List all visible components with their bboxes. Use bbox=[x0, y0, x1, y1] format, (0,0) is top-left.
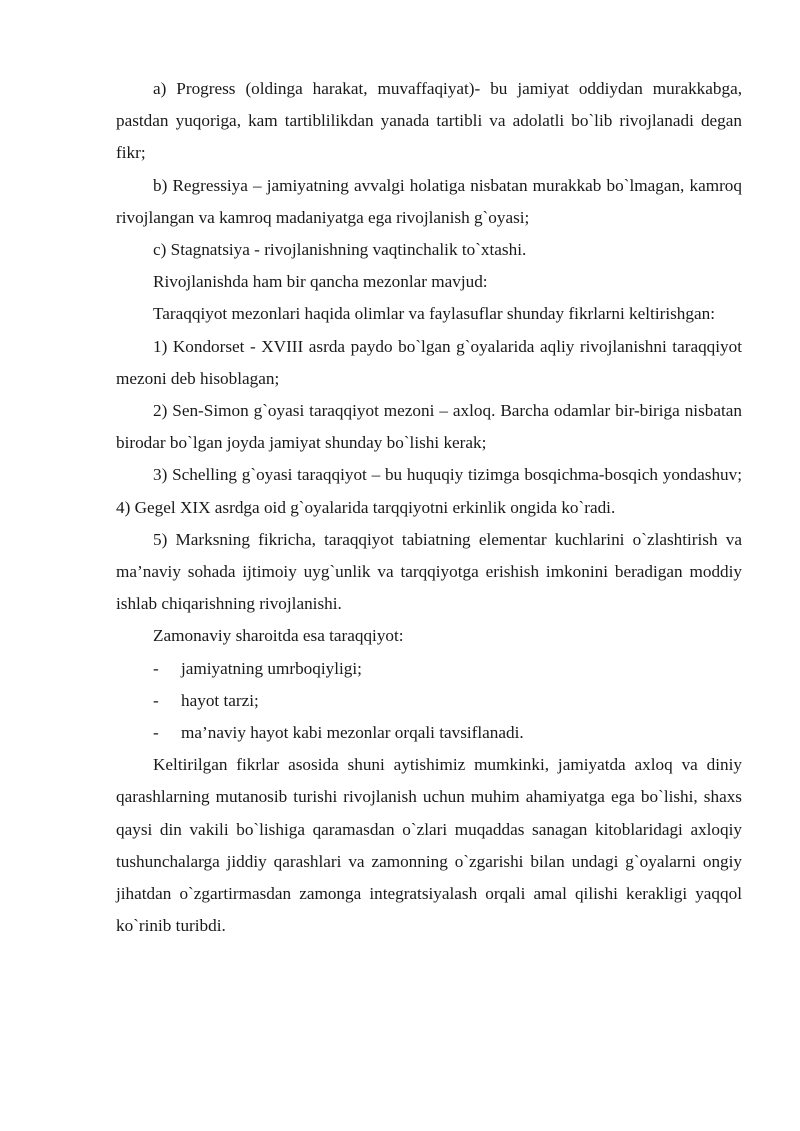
dash-list-item bbox=[116, 685, 742, 717]
paragraph-kondorset: 1) Kondorset - XVIII asrda paydo bo`lgan g`oyalarida aqliy rivojlanishni taraqqiyot mezoni deb hisoblagan; bbox=[116, 336, 742, 388]
paragraph-sen-simon: 2) Sen-Simon g`oyasi taraqqiyot mezoni – axloq. Barcha odamlar bir-biriga nisbatan birodar bo`lgan joyda jamiyat shunday bo`lishi kerak; bbox=[116, 401, 742, 453]
document-page bbox=[116, 73, 742, 942]
paragraph-olimlar: Taraqqiyot mezonlari haqida olimlar va faylasuflar shunday fikrlarni keltirishgan: bbox=[153, 304, 715, 324]
dash-list-item bbox=[116, 653, 742, 685]
dash-marker: - bbox=[153, 723, 159, 743]
paragraph-mezonlar: Rivojlanishda ham bir qancha mezonlar mavjud: bbox=[153, 272, 488, 292]
paragraph-regressiya: b) Regressiya – jamiyatning avvalgi holatiga nisbatan murakkab bo`lmagan, kamroq rivojlangan va kamroq madaniyatga ega rivojlanish g`oyasi; bbox=[116, 175, 742, 227]
paragraph-stagnatsiya: c) Stagnatsiya - rivojlanishning vaqtinchalik to`xtashi. bbox=[153, 240, 527, 260]
paragraph-progress: a) Progress (oldinga harakat, muvaffaqiyat)- bu jamiyat oddiydan murakkabga, pastdan yuqoriga, kam tartiblilikdan yanada tartibli va adolatli bo`lib rivojlanadi degan fikr; bbox=[116, 79, 742, 163]
dash-item-text: jamiyatning umrboqiyligi; bbox=[181, 658, 362, 678]
paragraph-marks: 5) Marksning fikricha, taraqqiyot tabiatning elementar kuchlarini o`zlashtirish va ma’naviy sohada ijtimoiy uyg`unlik va tarqqiyotga erishish imkonini beradigan moddiy ishlab chiqarishning rivojlanishi. bbox=[116, 529, 742, 614]
dash-list-item bbox=[116, 717, 742, 749]
dash-marker: - bbox=[153, 658, 159, 678]
paragraph-schelling-gegel: 3) Schelling g`oyasi taraqqiyot – bu huquqiy tizimga bosqichma-bosqich yondashuv; 4) Gegel XIX asrdga oid g`oyalarida tarqqiyotni erkinlik ongida ko`radi. bbox=[116, 465, 742, 517]
dash-marker: - bbox=[153, 690, 159, 710]
dash-item-text: ma’naviy hayot kabi mezonlar orqali tavsiflanadi. bbox=[181, 723, 524, 743]
dash-item-text: hayot tarzi; bbox=[181, 690, 259, 710]
paragraph-zamonaviy: Zamonaviy sharoitda esa taraqqiyot: bbox=[153, 626, 404, 646]
paragraph-closing: Keltirilgan fikrlar asosida shuni aytishimiz mumkinki, jamiyatda axloq va diniy qarashlarning mutanosib turishi rivojlanish uchun muhim ahamiyatga ega bo`lishi, shaxs qaysi din vakili bo`lishiga qaramasdan o`zlari muqaddas sanagan kitoblaridagi axloqiy tushunchalarga jiddiy qarashlari va zamonning o`zgarishi bilan undagi g`oyalarni ongiy jihatdan o`zgartirmasdan zamonga integratsiyalash orqali amal qilishi kerakligi yaqqol ko`rinib turibdi. bbox=[116, 755, 742, 936]
